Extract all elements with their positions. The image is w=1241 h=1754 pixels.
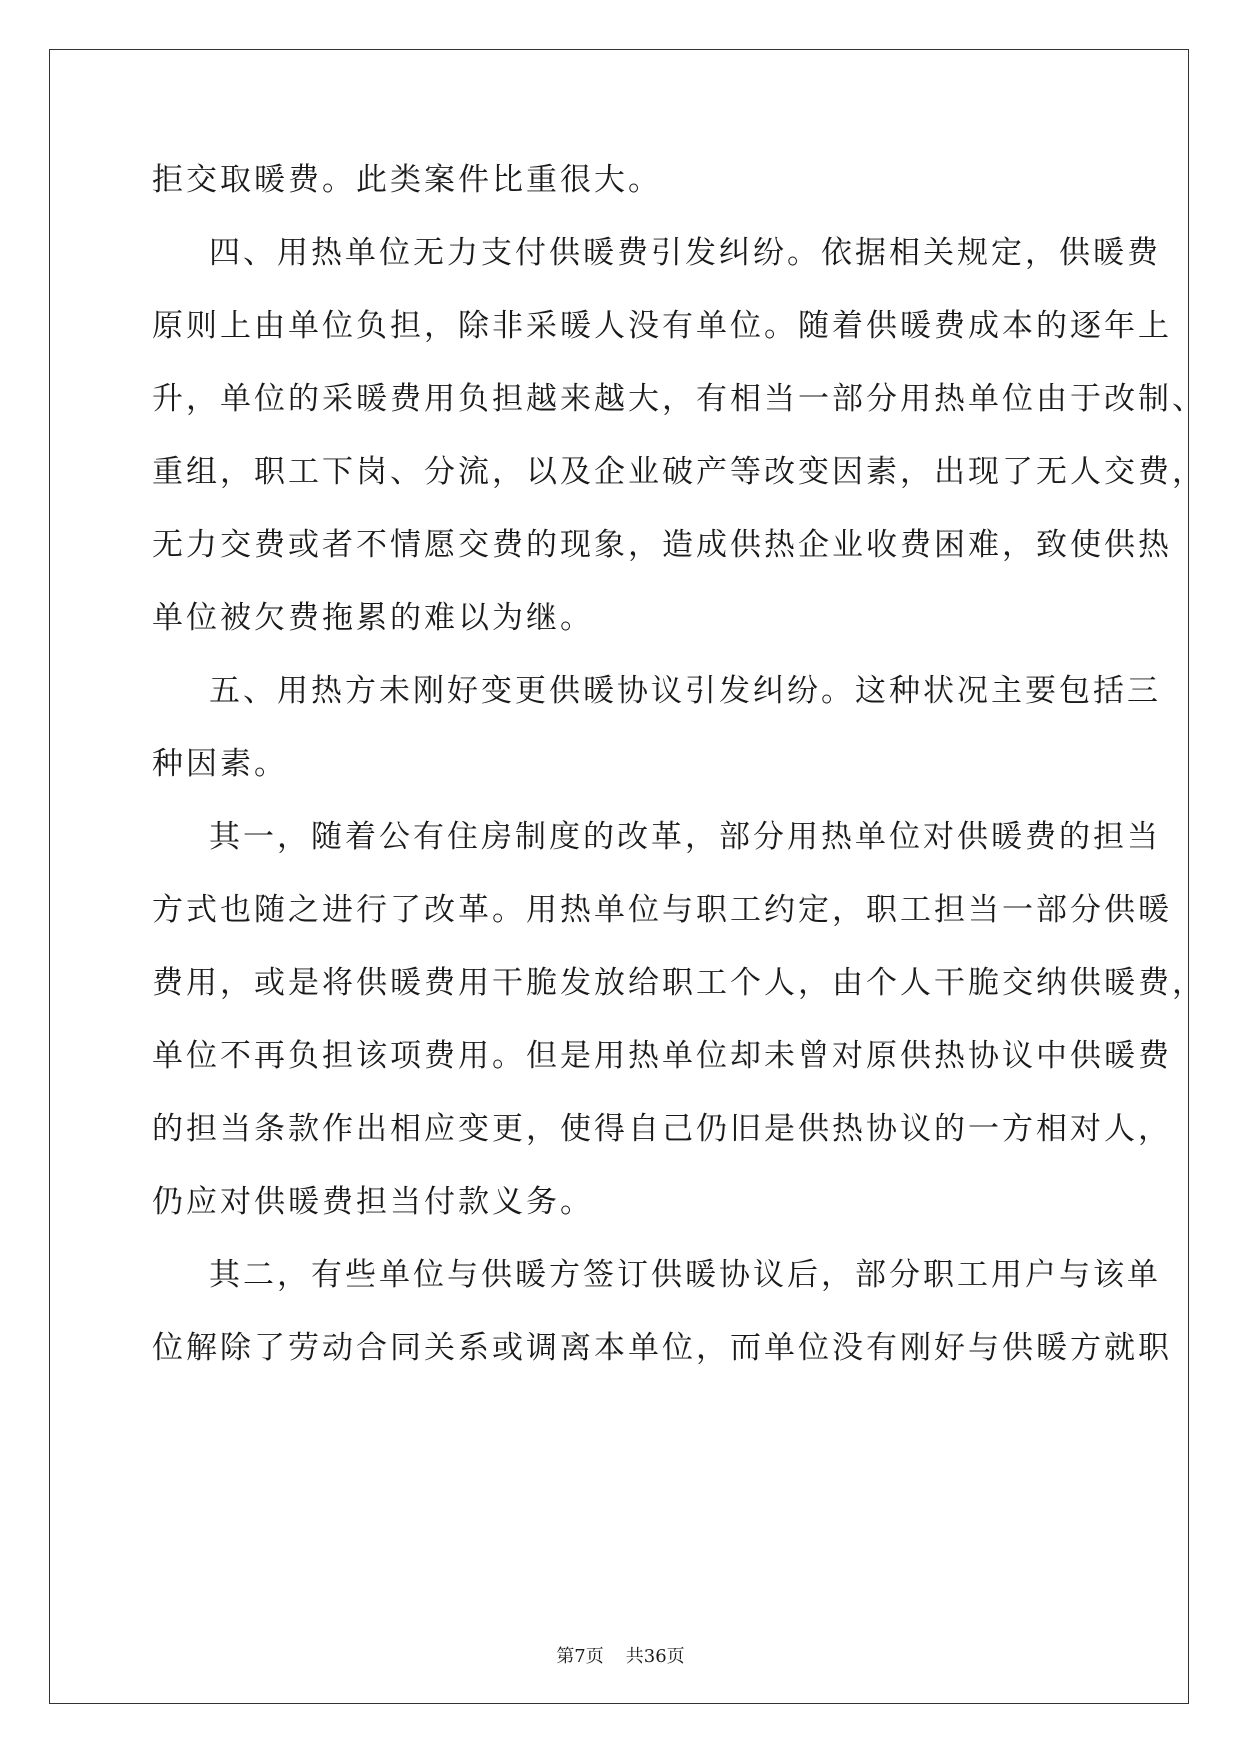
text-line: 重组，职工下岗、分流，以及企业破产等改变因素，出现了无人交费， [152,454,1206,490]
text-line: 其二，有些单位与供暖方签订供暖协议后，部分职工用户与该单 [209,1257,1161,1293]
text-line: 升，单位的采暖费用负担越来越大，有相当一部分用热单位由于改制、 [152,381,1206,417]
text-line: 方式也随之进行了改革。用热单位与职工约定，职工担当一部分供暖 [152,892,1172,928]
text-line: 仍应对供暖费担当付款义务。 [152,1184,594,1220]
text-line: 种因素。 [152,746,288,782]
page-border [49,49,1189,1704]
text-line: 费用，或是将供暖费用干脆发放给职工个人，由个人干脆交纳供暖费， [152,965,1206,1001]
text-line: 四、用热单位无力支付供暖费引发纠纷。依据相关规定，供暖费 [209,235,1161,271]
text-line: 的担当条款作出相应变更，使得自己仍旧是供热协议的一方相对人， [152,1111,1172,1147]
text-line: 原则上由单位负担，除非采暖人没有单位。随着供暖费成本的逐年上 [152,308,1172,344]
text-line: 单位不再负担该项费用。但是用热单位却未曾对原供热协议中供暖费 [152,1038,1172,1074]
text-line: 位解除了劳动合同关系或调离本单位，而单位没有刚好与供暖方就职 [152,1330,1172,1366]
text-line: 其一，随着公有住房制度的改革，部分用热单位对供暖费的担当 [209,819,1161,855]
text-line: 五、用热方未刚好变更供暖协议引发纠纷。这种状况主要包括三 [209,673,1161,709]
text-line: 拒交取暖费。此类案件比重很大。 [152,162,662,198]
page-total: 共36页 [625,1646,685,1667]
text-line: 单位被欠费拖累的难以为继。 [152,600,594,636]
page-current: 第7页 [556,1646,604,1667]
page-footer [0,1645,1241,1669]
text-line: 无力交费或者不情愿交费的现象，造成供热企业收费困难，致使供热 [152,527,1172,563]
